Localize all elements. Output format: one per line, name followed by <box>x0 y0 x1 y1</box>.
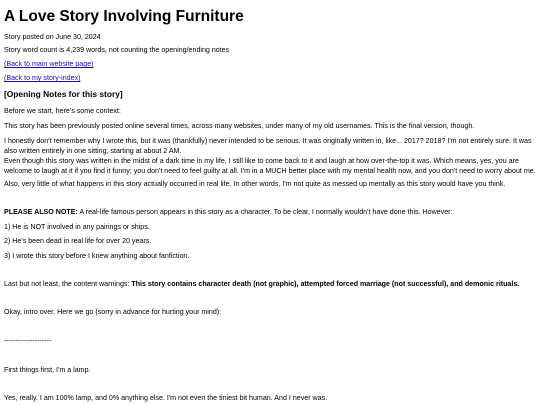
famous-person-note <box>4 208 536 218</box>
list-item: 1) He is NOT involved in any pairings or ships. <box>4 223 150 231</box>
note-label: PLEASE ALSO NOTE: <box>4 208 78 216</box>
context-paragraph-2: I honestly don't remember why I wrote this, but it was (thankfully) never intended to be serious. It was originally written in, like... 2017? 2018? I'm not entirely sure. It was also written entirely in one sitting, starting at about 2 AM. <box>4 137 532 155</box>
intro-over: Okay, intro over. Here we go (sorry in advance for hurting your mind): <box>4 308 222 316</box>
context-paragraph-4: Also, very little of what happens in this story actually occurred in real life. In other words, I'm not quite as messed up mentally as this story would have you think. <box>4 180 506 188</box>
warnings-list: This story contains character death (not graphic), attempted forced marriage (not successful), and demonic rituals. <box>131 280 520 288</box>
back-main-link[interactable]: (Back to main website page) <box>4 60 94 68</box>
context-intro: Before we start, here's some context: <box>4 107 121 115</box>
back-index-link-row <box>4 74 536 84</box>
posted-date: Story posted on June 30, 2024 <box>4 33 101 41</box>
section-divider: -------------------- <box>4 337 52 345</box>
context-paragraph-1: This story has been previously posted online several times, across many websites, under many of my old usernames. This is the final version, though. <box>4 122 475 130</box>
content-warnings <box>4 280 536 290</box>
note-text: A real-life famous person appears in this story as a character. To be clear, I normally wouldn't have done this. However: <box>77 208 453 216</box>
context-paragraph-3: Even though this story was written in the midst of a dark time in my life, I still like to come back to it and laugh at how over-the-top it was. Which means, yes, you are welcome to laugh at it if you find it funny; you don't need to feel guilty at all. I'm in a MUCH better place with my mental health now, and you don't need to worry about me. <box>4 157 536 175</box>
story-title: A Love Story Involving Furniture <box>4 8 244 25</box>
back-index-link[interactable]: (Back to my story-index) <box>4 74 81 82</box>
back-main-link-row <box>4 60 536 70</box>
warnings-label: Last but not least, the content warnings: <box>4 280 132 288</box>
list-item: 2) He's been dead in real life for over 20 years. <box>4 237 152 245</box>
opening-notes-heading: [Opening Notes for this story] <box>4 89 123 99</box>
story-line-1: First things first, I'm a lamp. <box>4 366 91 374</box>
word-count: Story word count is 4,239 words, not counting the opening/ending notes <box>4 46 230 54</box>
story-line-2: Yes, really. I am 100% lamp, and 0% anything else. I'm not even the tiniest bit human. And I never was. <box>4 394 328 402</box>
list-item: 3) I wrote this story before I knew anything about fanfiction. <box>4 252 190 260</box>
